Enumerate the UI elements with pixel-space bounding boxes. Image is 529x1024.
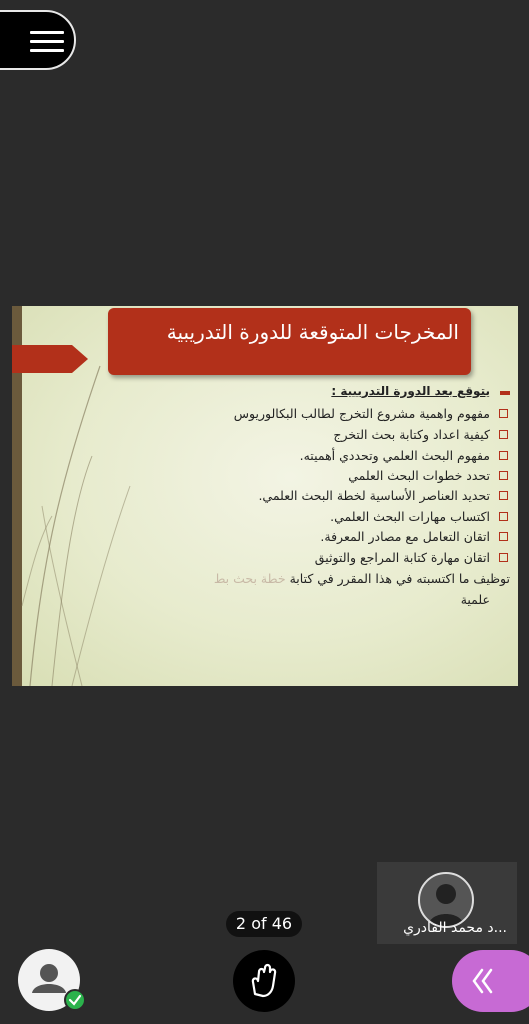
slide-title: المخرجات المتوقعة للدورة التدريبية: [166, 320, 459, 344]
heading-bullet: [500, 391, 510, 395]
collapse-panel-button[interactable]: [452, 950, 529, 1012]
slide-tail-line: توظيف ما اكتسبته في هذا المقرر في كتابة خطة بحث بط: [213, 571, 510, 586]
participant-name: ...د محمد القادري: [403, 920, 507, 936]
hand-icon: [233, 950, 295, 1012]
list-item: مفهوم البحث العلمي وتحددي أهميته.: [300, 446, 490, 466]
page-counter: 2 of 46: [226, 911, 302, 937]
list-item: اتقان مهارة كتابة المراجع والتوثيق: [315, 548, 490, 568]
list-item: كيفية اعداد وكتابة بحث التخرج: [333, 425, 490, 445]
menu-button[interactable]: [0, 10, 76, 70]
slide-heading: يتوقع بعد الدورة التدريبية :: [331, 384, 490, 398]
checkbox-bullet-icon: [499, 553, 508, 562]
hamburger-icon-line: [30, 40, 64, 43]
checkbox-bullet-icon: [499, 471, 508, 480]
slide-title-box: [108, 308, 471, 375]
checkbox-bullet-icon: [499, 532, 508, 541]
checkbox-bullet-icon: [499, 430, 508, 439]
slide-tail-line-2: علمية: [460, 592, 490, 607]
checkbox-bullet-icon: [499, 409, 508, 418]
participant-tile[interactable]: [377, 862, 517, 944]
check-icon: [66, 991, 84, 1009]
list-item: تحدد خطوات البحث العلمي: [348, 466, 490, 486]
checkbox-bullet-icon: [499, 451, 508, 460]
raise-hand-button[interactable]: [233, 950, 295, 1012]
checkbox-bullet-icon: [499, 512, 508, 521]
list-item: اتقان التعامل مع مصادر المعرفة.: [320, 527, 490, 547]
red-arrow-shape: [12, 345, 88, 373]
shared-slide: [12, 306, 518, 686]
checkbox-bullet-icon: [499, 491, 508, 500]
list-item: تحديد العناصر الأساسية لخطة البحث العلمي.: [258, 486, 490, 506]
list-item: مفهوم واهمية مشروع التخرج لطالب البكالوريوس: [234, 404, 490, 424]
hamburger-icon-line: [30, 31, 64, 34]
hamburger-icon-line: [30, 49, 64, 52]
person-icon: [420, 874, 472, 926]
chevron-double-left-icon: [452, 950, 514, 1012]
online-status-badge: [64, 989, 86, 1011]
list-item: اكتساب مهارات البحث العلمي.: [330, 507, 490, 527]
